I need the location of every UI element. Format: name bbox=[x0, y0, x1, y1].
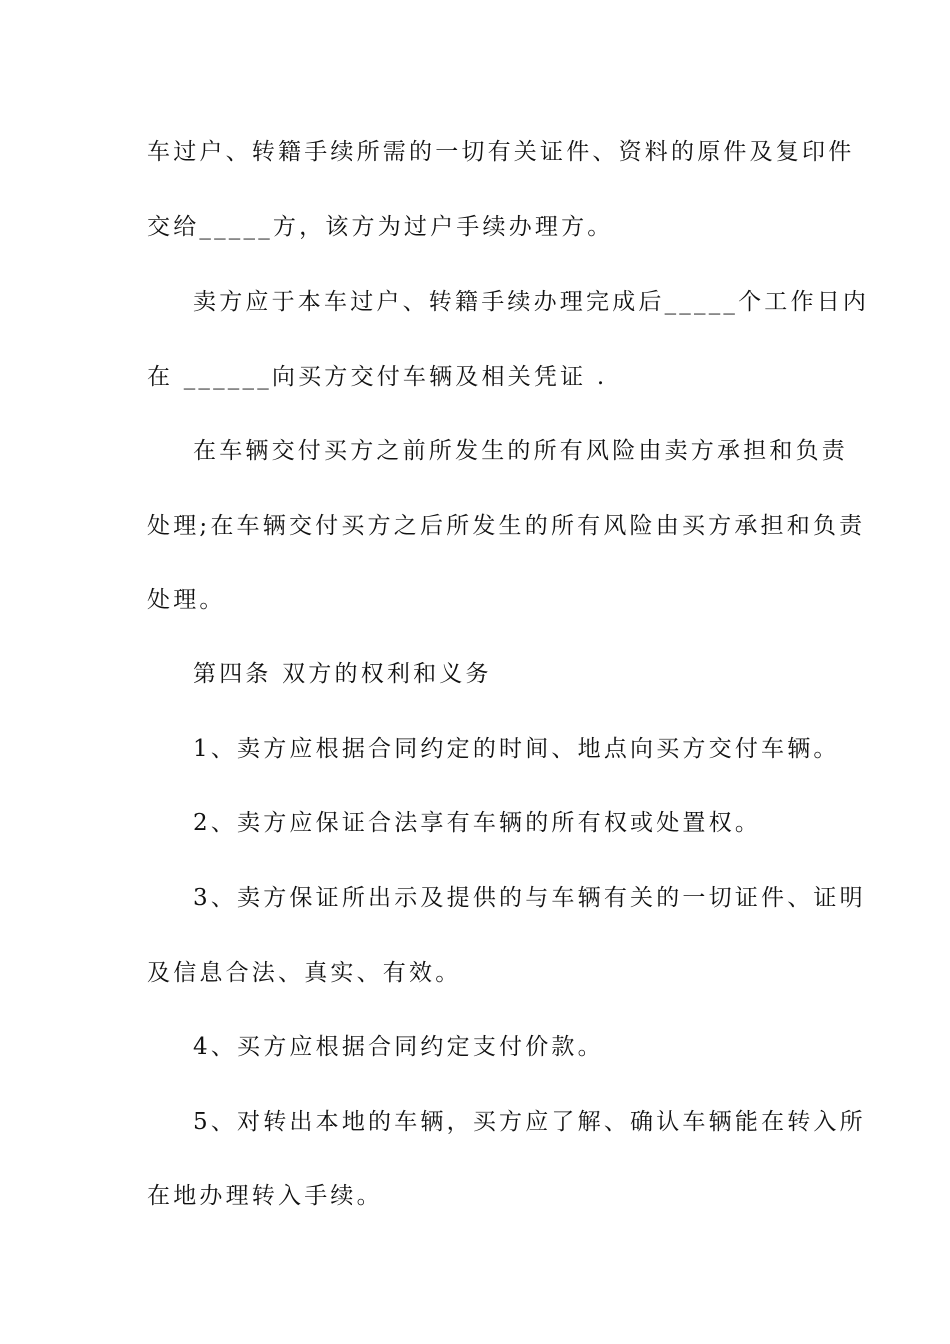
list-item: 1、卖方应根据合同约定的时间、地点向买方交付车辆。 bbox=[193, 736, 840, 762]
list-item-continuation: 及信息合法、真实、有效。 bbox=[147, 960, 462, 986]
list-item: 4、买方应根据合同约定支付价款。 bbox=[193, 1034, 604, 1060]
list-item-continuation: 在地办理转入手续。 bbox=[147, 1183, 383, 1209]
paragraph-line: 处理;在车辆交付买方之后所发生的所有风险由买方承担和负责 bbox=[147, 513, 866, 539]
paragraph-line: 在车辆交付买方之前所发生的所有风险由卖方承担和负责 bbox=[193, 438, 848, 464]
list-item: 5、对转出本地的车辆，买方应了解、确认车辆能在转入所 bbox=[193, 1109, 866, 1135]
section-heading: 第四条 双方的权利和义务 bbox=[193, 661, 492, 687]
paragraph-line: 车过户、转籍手续所需的一切有关证件、资料的原件及复印件 bbox=[147, 139, 855, 165]
paragraph-line: 在 ______向买方交付车辆及相关凭证 . bbox=[147, 364, 608, 390]
paragraph-line: 处理。 bbox=[147, 587, 226, 613]
list-item: 2、卖方应保证合法享有车辆的所有权或处置权。 bbox=[193, 810, 762, 836]
paragraph-line: 卖方应于本车过户、转籍手续办理完成后_____个工作日内 bbox=[193, 289, 870, 315]
paragraph-line: 交给_____方，该方为过户手续办理方。 bbox=[147, 214, 614, 240]
list-item: 3、卖方保证所出示及提供的与车辆有关的一切证件、证明 bbox=[193, 885, 866, 911]
